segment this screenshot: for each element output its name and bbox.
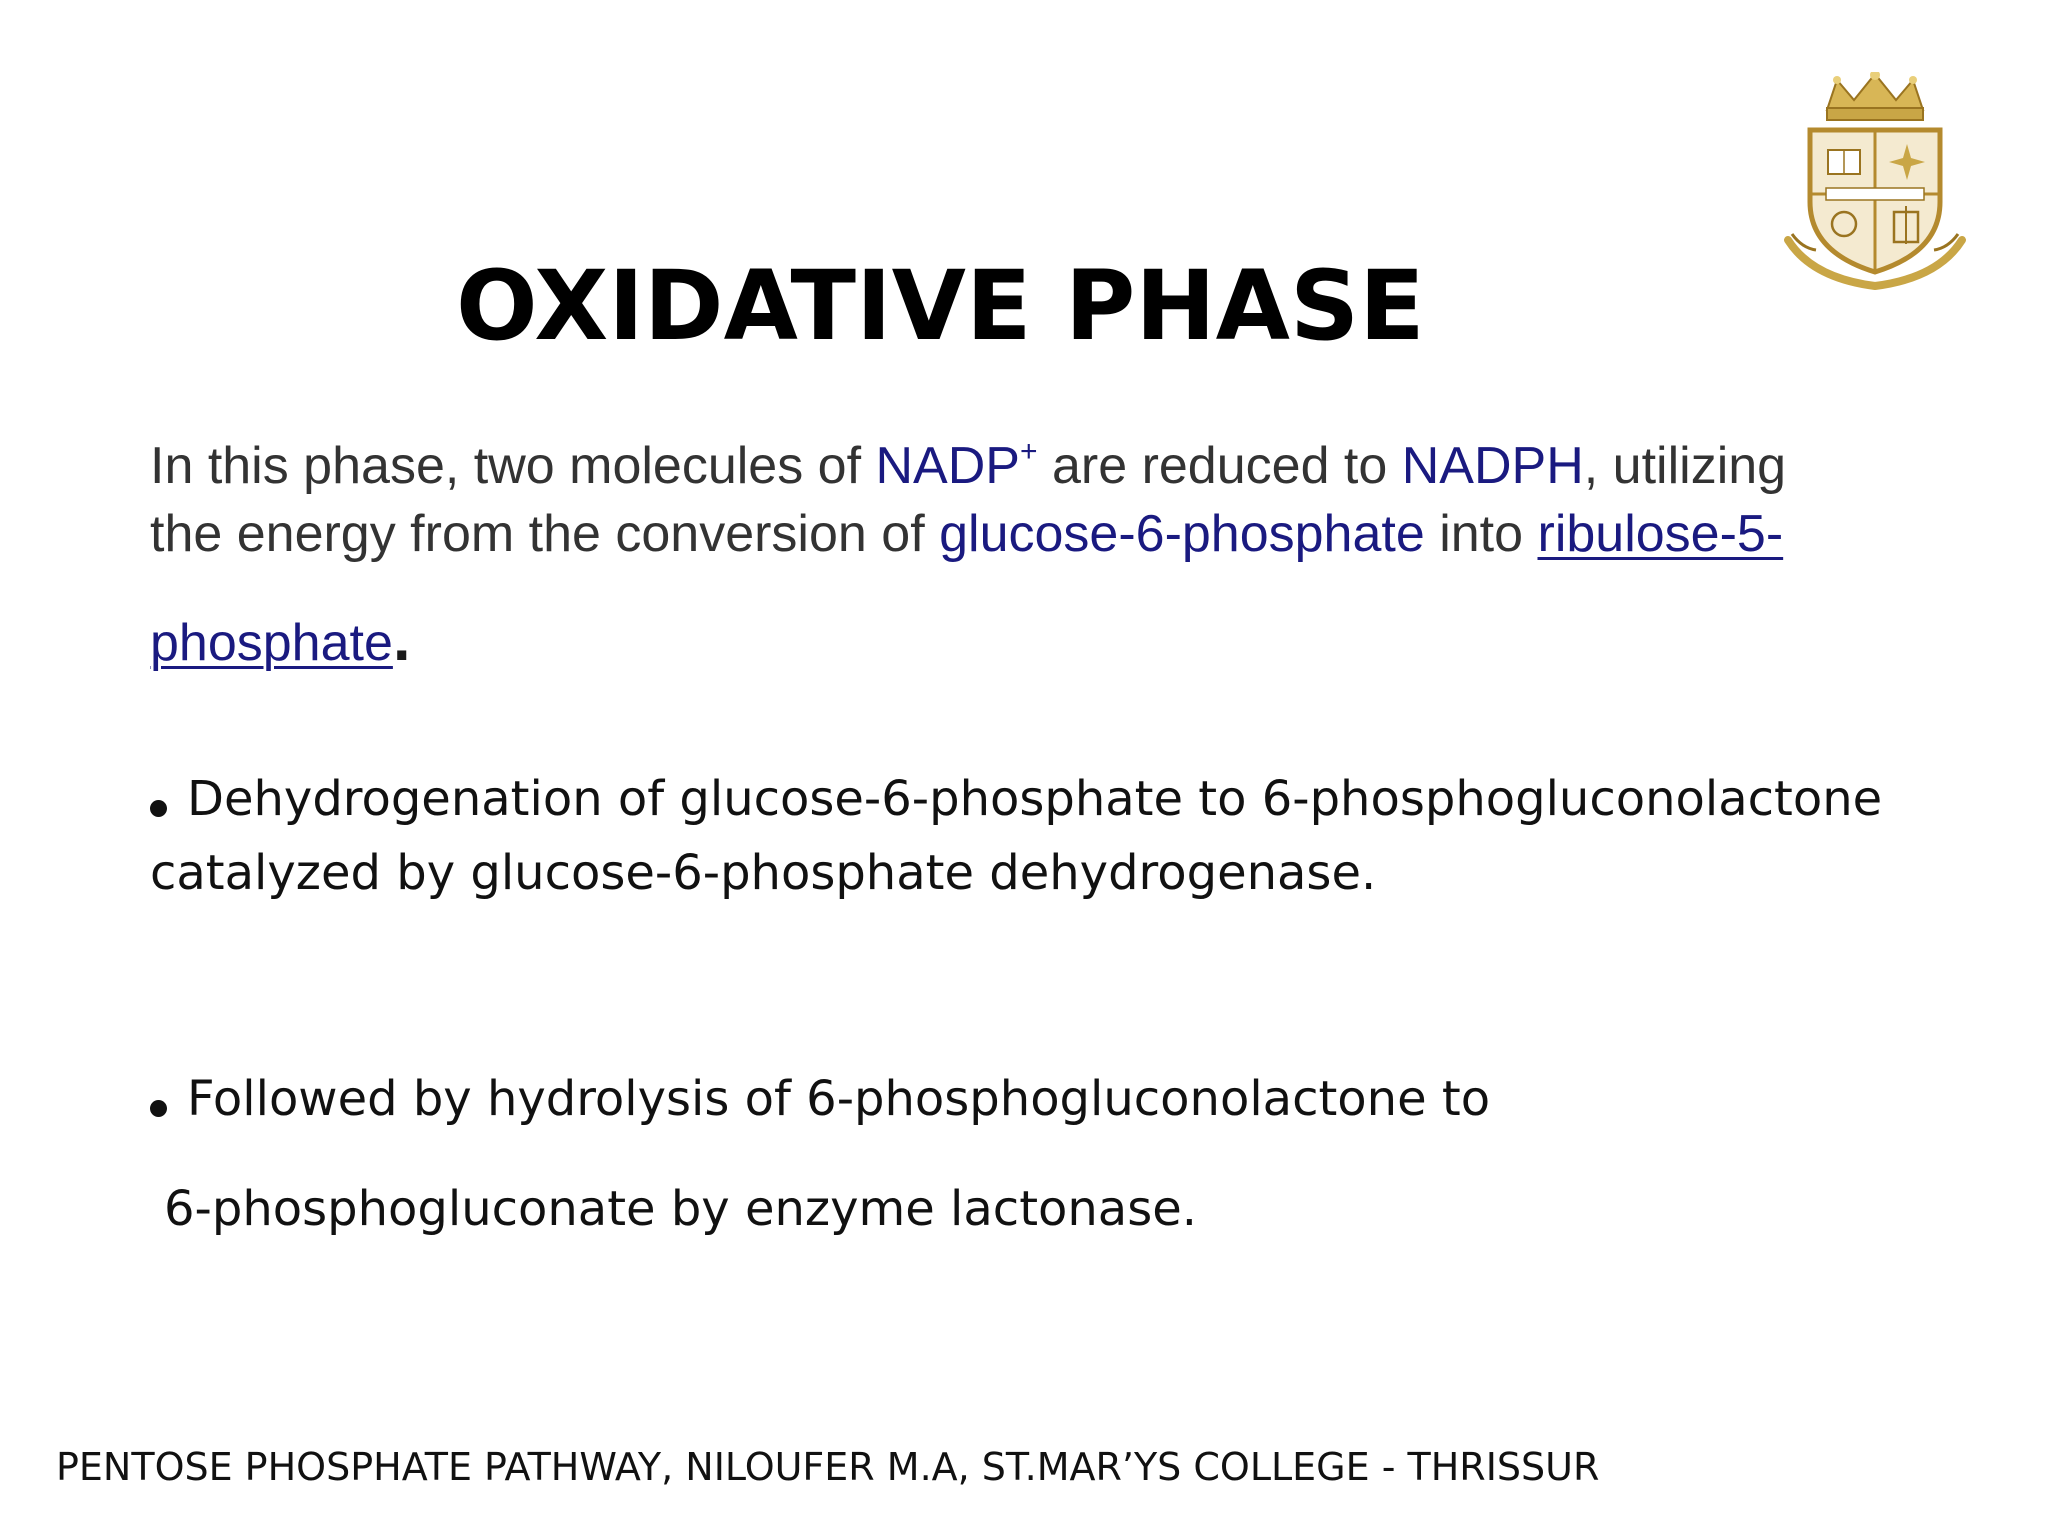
- ribulose-5-phosphate-link-continued[interactable]: phosphate: [150, 614, 393, 672]
- bullet-text: Followed by hydrolysis of 6-phosphogluconolactone to: [187, 1071, 1491, 1127]
- college-crest-icon: [1782, 72, 1968, 292]
- bullet-line: catalyzed by glucose-6-phosphate dehydrogenase.: [150, 845, 1377, 901]
- intro-text: into: [1424, 505, 1538, 563]
- glucose-6-phosphate-term: glucose-6-phosphate: [939, 505, 1425, 563]
- bullet-text: Dehydrogenation of glucose-6-phosphate to 6-phosphogluconolactone: [187, 771, 1883, 827]
- intro-line-1: [150, 432, 1950, 500]
- bullet-line: 6-phosphogluconate by enzyme lactonase.: [164, 1181, 1198, 1237]
- bullet-dot-icon: [150, 800, 167, 817]
- intro-text: In this phase, two molecules of: [150, 437, 876, 495]
- intro-text: the energy from the conversion of: [150, 505, 940, 563]
- intro-text: , utilizing: [1583, 437, 1787, 495]
- slide-footer: PENTOSE PHOSPHATE PATHWAY, NILOUFER M.A, ST.MAR’YS COLLEGE - THRISSUR: [56, 1445, 1600, 1489]
- intro-paragraph: [150, 432, 1950, 677]
- bullet-item-dehydrogenation: [150, 762, 1970, 910]
- intro-line-2: [150, 500, 1950, 568]
- bullet-dot-icon: [150, 1100, 167, 1117]
- nadph-term: NADPH: [1401, 437, 1584, 495]
- ribulose-5-phosphate-link[interactable]: ribulose-5-: [1537, 505, 1784, 563]
- slide-title: OXIDATIVE PHASE: [456, 250, 1425, 362]
- nadp-superscript: +: [1019, 435, 1038, 468]
- intro-text: are reduced to: [1037, 437, 1402, 495]
- intro-line-3: [150, 604, 1950, 677]
- bullet-line: [150, 762, 1970, 836]
- nadp-term: NADP: [875, 437, 1020, 495]
- intro-period: .: [392, 602, 411, 674]
- bullet-line: [150, 1044, 1970, 1154]
- bullet-item-hydrolysis: [150, 1044, 1970, 1264]
